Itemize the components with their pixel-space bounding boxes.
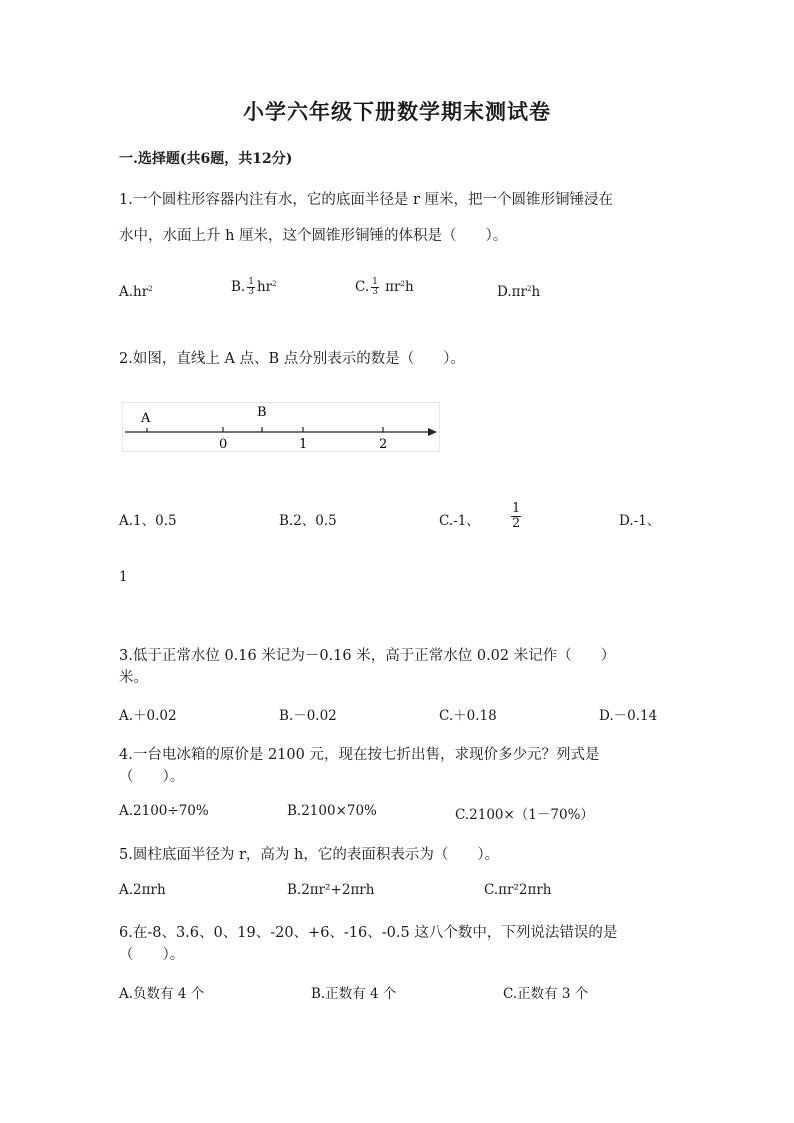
q2-option-d: D.-1、 xyxy=(619,513,661,529)
q2-option-a: A.1、0.5 xyxy=(119,513,177,529)
q3-option-c: C.＋0.18 xyxy=(439,708,497,724)
q5-option-a: A.2πrh xyxy=(119,882,166,898)
q1-b-fraction: $\frac{1}{3}$ xyxy=(248,277,254,297)
number-line-svg xyxy=(123,403,439,451)
label-point-a: A xyxy=(141,411,151,426)
q6-option-c: C.正数有 3 个 xyxy=(503,986,589,1002)
q2-option-c: C.-1、 xyxy=(439,513,480,529)
q2-stem: 2.如图，直线上 A 点、B 点分别表示的数是（ ）。 xyxy=(119,351,466,367)
section-heading: 一.选择题(共6题，共12分) xyxy=(119,151,293,167)
q3-option-a: A.＋0.02 xyxy=(119,708,177,724)
label-tick-2: 2 xyxy=(379,437,388,451)
number-line-figure xyxy=(122,402,440,452)
page-title: 小学六年级下册数学期末测试卷 xyxy=(243,99,551,124)
label-point-b: B xyxy=(257,405,267,420)
q1-option-a: $A.hr^2$ xyxy=(119,284,153,300)
q6-option-a: A.负数有 4 个 xyxy=(119,986,205,1002)
q2-option-b: B.2、0.5 xyxy=(279,513,337,529)
q2-option-d-continued: 1 xyxy=(119,569,128,585)
q3-option-d: D.－0.14 xyxy=(599,708,658,724)
q1-option-c: C. $\frac{1}{3}$ $\pi r^2h$ xyxy=(355,277,414,297)
q1-stem-line1: 1.一个圆柱形容器内注有水，它的底面半径是 r 厘米，把一个圆锥形铜锤浸在 xyxy=(119,192,613,208)
q3-stem-line1: 3.低于正常水位 0.16 米记为－0.16 米，高于正常水位 0.02 米记作（ ） xyxy=(119,648,616,664)
q5-option-b: B.2πr²+2πrh xyxy=(287,882,375,898)
q1-option-b: B. $\frac{1}{3}$ $hr^2$ xyxy=(231,277,277,297)
q1-stem-line2: 水中，水面上升 h 厘米，这个圆锥形铜锤的体积是（ ）。 xyxy=(119,228,508,244)
q4-option-b: B.2100×70% xyxy=(287,803,377,819)
q3-stem-line2: 米。 xyxy=(119,670,148,686)
label-tick-1: 1 xyxy=(299,437,308,451)
q1-option-d: $D.\pi r^2h$ xyxy=(497,284,541,300)
q5-option-c: C.πr²2πrh xyxy=(484,882,552,898)
q4-option-a: A.2100÷70% xyxy=(119,803,209,819)
q3-option-b: B.－0.02 xyxy=(279,708,337,724)
q6-stem-line2: （ ）。 xyxy=(119,947,185,963)
q6-option-b: B.正数有 4 个 xyxy=(311,986,397,1002)
q4-option-c: C.2100×（1－70%） xyxy=(455,807,594,823)
q4-stem-line1: 4.一台电冰箱的原价是 2100 元，现在按七折出售，求现价多少元？列式是 xyxy=(119,747,600,763)
q5-stem: 5.圆柱底面半径为 r，高为 h，它的表面积表示为（ ）。 xyxy=(119,847,500,863)
q6-stem-line1: 6.在-8、3.6、0、19、-20、+6、-16、-0.5 这八个数中，下列说法错误的是 xyxy=(119,925,618,941)
label-tick-0: 0 xyxy=(219,437,228,451)
q4-stem-line2: （ ）。 xyxy=(119,769,185,785)
q1-c-fraction: $\frac{1}{3}$ xyxy=(372,277,378,297)
q2-c-fraction: $\frac{1}{2}$ xyxy=(512,501,521,531)
number-line-arrow xyxy=(428,428,437,436)
